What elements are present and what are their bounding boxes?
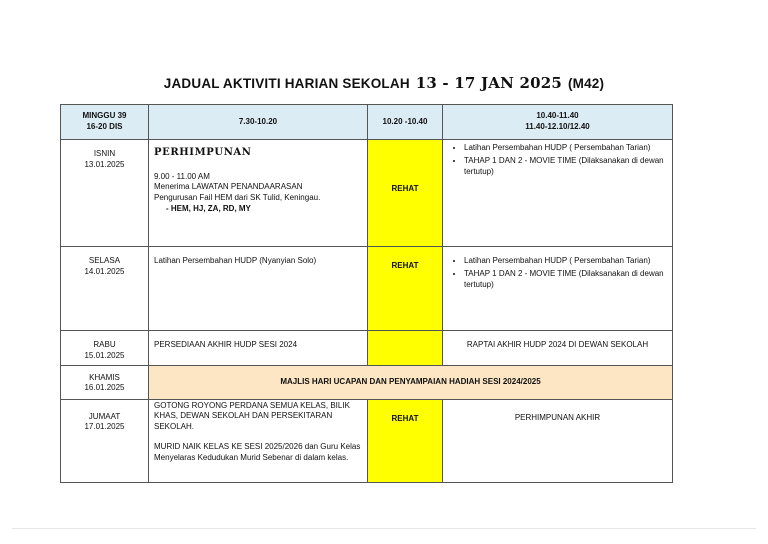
activity-list bbox=[448, 143, 667, 177]
visit-time: 9.00 - 11.00 AM bbox=[154, 171, 210, 181]
row-khamis bbox=[61, 365, 673, 399]
row-jumaat bbox=[61, 399, 673, 482]
day-date: 16.01.2025 bbox=[84, 383, 125, 393]
day-date: 17.01.2025 bbox=[84, 422, 125, 432]
rehat-cell: REHAT bbox=[368, 247, 443, 331]
day-name: KHAMIS bbox=[89, 372, 120, 382]
morning-cell: PERSEDIAAN AKHIR HUDP SESI 2024 bbox=[149, 331, 368, 366]
visit-line2: Pengurusan Fail HEM dari SK Tulid, Keningau. bbox=[154, 193, 321, 203]
day-name: ISNIN bbox=[93, 149, 116, 158]
week-dates: 16-20 DIS bbox=[86, 122, 123, 131]
page-title bbox=[0, 74, 768, 92]
day-name: RABU bbox=[93, 340, 116, 349]
slot3-line1: 10.40-11.40 bbox=[536, 111, 579, 121]
schedule-table bbox=[60, 104, 673, 483]
row-rabu bbox=[61, 331, 673, 366]
day-cell bbox=[61, 247, 149, 331]
week-label: MINGGU 39 bbox=[82, 111, 127, 121]
page-divider bbox=[12, 528, 756, 529]
list-item: • Latihan Persembahan HUDP ( Persembahan Tarian) bbox=[464, 256, 667, 267]
header-week bbox=[61, 105, 149, 140]
list-item: • TAHAP 1 DAN 2 - MOVIE TIME (Dilaksanakan di dewan tertutup) bbox=[464, 269, 667, 291]
header-row bbox=[61, 105, 673, 140]
day-date: 14.01.2025 bbox=[84, 266, 125, 276]
morning-cell bbox=[149, 140, 368, 247]
day-cell bbox=[61, 365, 149, 399]
title-suffix: (M42) bbox=[567, 76, 605, 91]
rehat-cell: REHAT bbox=[368, 140, 443, 247]
visit-names: - HEM, HJ, ZA, RD, MY bbox=[166, 203, 251, 213]
gotong-royong-text: GOTONG ROYONG PERDANA SEMUA KELAS, BILIK KHAS, DEWAN SEKOLAH DAN PERSEKITARAN SEKOLAH. bbox=[154, 400, 350, 432]
day-name: JUMAAT bbox=[88, 411, 121, 421]
afternoon-cell bbox=[443, 247, 673, 331]
afternoon-cell: RAPTAI AKHIR HUDP 2024 DI DEWAN SEKOLAH bbox=[443, 331, 673, 366]
naik-kelas-text: MURID NAIK KELAS KE SESI 2025/2026 dan Guru Kelas Menyelaras Kedudukan Murid Sebenar di dalam kelas. bbox=[154, 441, 361, 462]
day-cell bbox=[61, 399, 149, 482]
assembly-heading: PERHIMPUNAN bbox=[154, 147, 252, 158]
header-slot2: 10.20 -10.40 bbox=[368, 105, 443, 140]
list-item: • TAHAP 1 DAN 2 - MOVIE TIME (Dilaksanakan di dewan tertutup) bbox=[464, 156, 667, 178]
header-slot3 bbox=[443, 105, 673, 140]
title-dates: 13 - 17 JAN 2025 bbox=[415, 74, 562, 92]
rehat-cell: REHAT bbox=[368, 399, 443, 482]
day-name: SELASA bbox=[88, 256, 121, 265]
list-item: • Latihan Persembahan HUDP ( Persembahan Tarian) bbox=[464, 143, 667, 154]
slot3-line2: 11.40-12.10/12.40 bbox=[525, 122, 590, 131]
title-prefix: JADUAL AKTIVITI HARIAN SEKOLAH bbox=[163, 76, 410, 91]
day-date: 15.01.2025 bbox=[84, 350, 125, 360]
day-cell bbox=[61, 140, 149, 247]
morning-cell bbox=[149, 399, 368, 482]
activity-list bbox=[448, 256, 667, 290]
rehat-cell bbox=[368, 331, 443, 366]
afternoon-cell: PERHIMPUNAN AKHIR bbox=[443, 399, 673, 482]
header-slot1: 7.30-10.20 bbox=[149, 105, 368, 140]
visit-line1: Menerima LAWATAN PENANDAARASAN bbox=[154, 182, 303, 192]
row-isnin bbox=[61, 140, 673, 247]
day-cell bbox=[61, 331, 149, 366]
khamis-event: MAJLIS HARI UCAPAN DAN PENYAMPAIAN HADIAH SESI 2024/2025 bbox=[149, 365, 673, 399]
afternoon-cell bbox=[443, 140, 673, 247]
row-selasa bbox=[61, 247, 673, 331]
day-date: 13.01.2025 bbox=[84, 159, 125, 169]
morning-cell: Latihan Persembahan HUDP (Nyanyian Solo) bbox=[149, 247, 368, 331]
